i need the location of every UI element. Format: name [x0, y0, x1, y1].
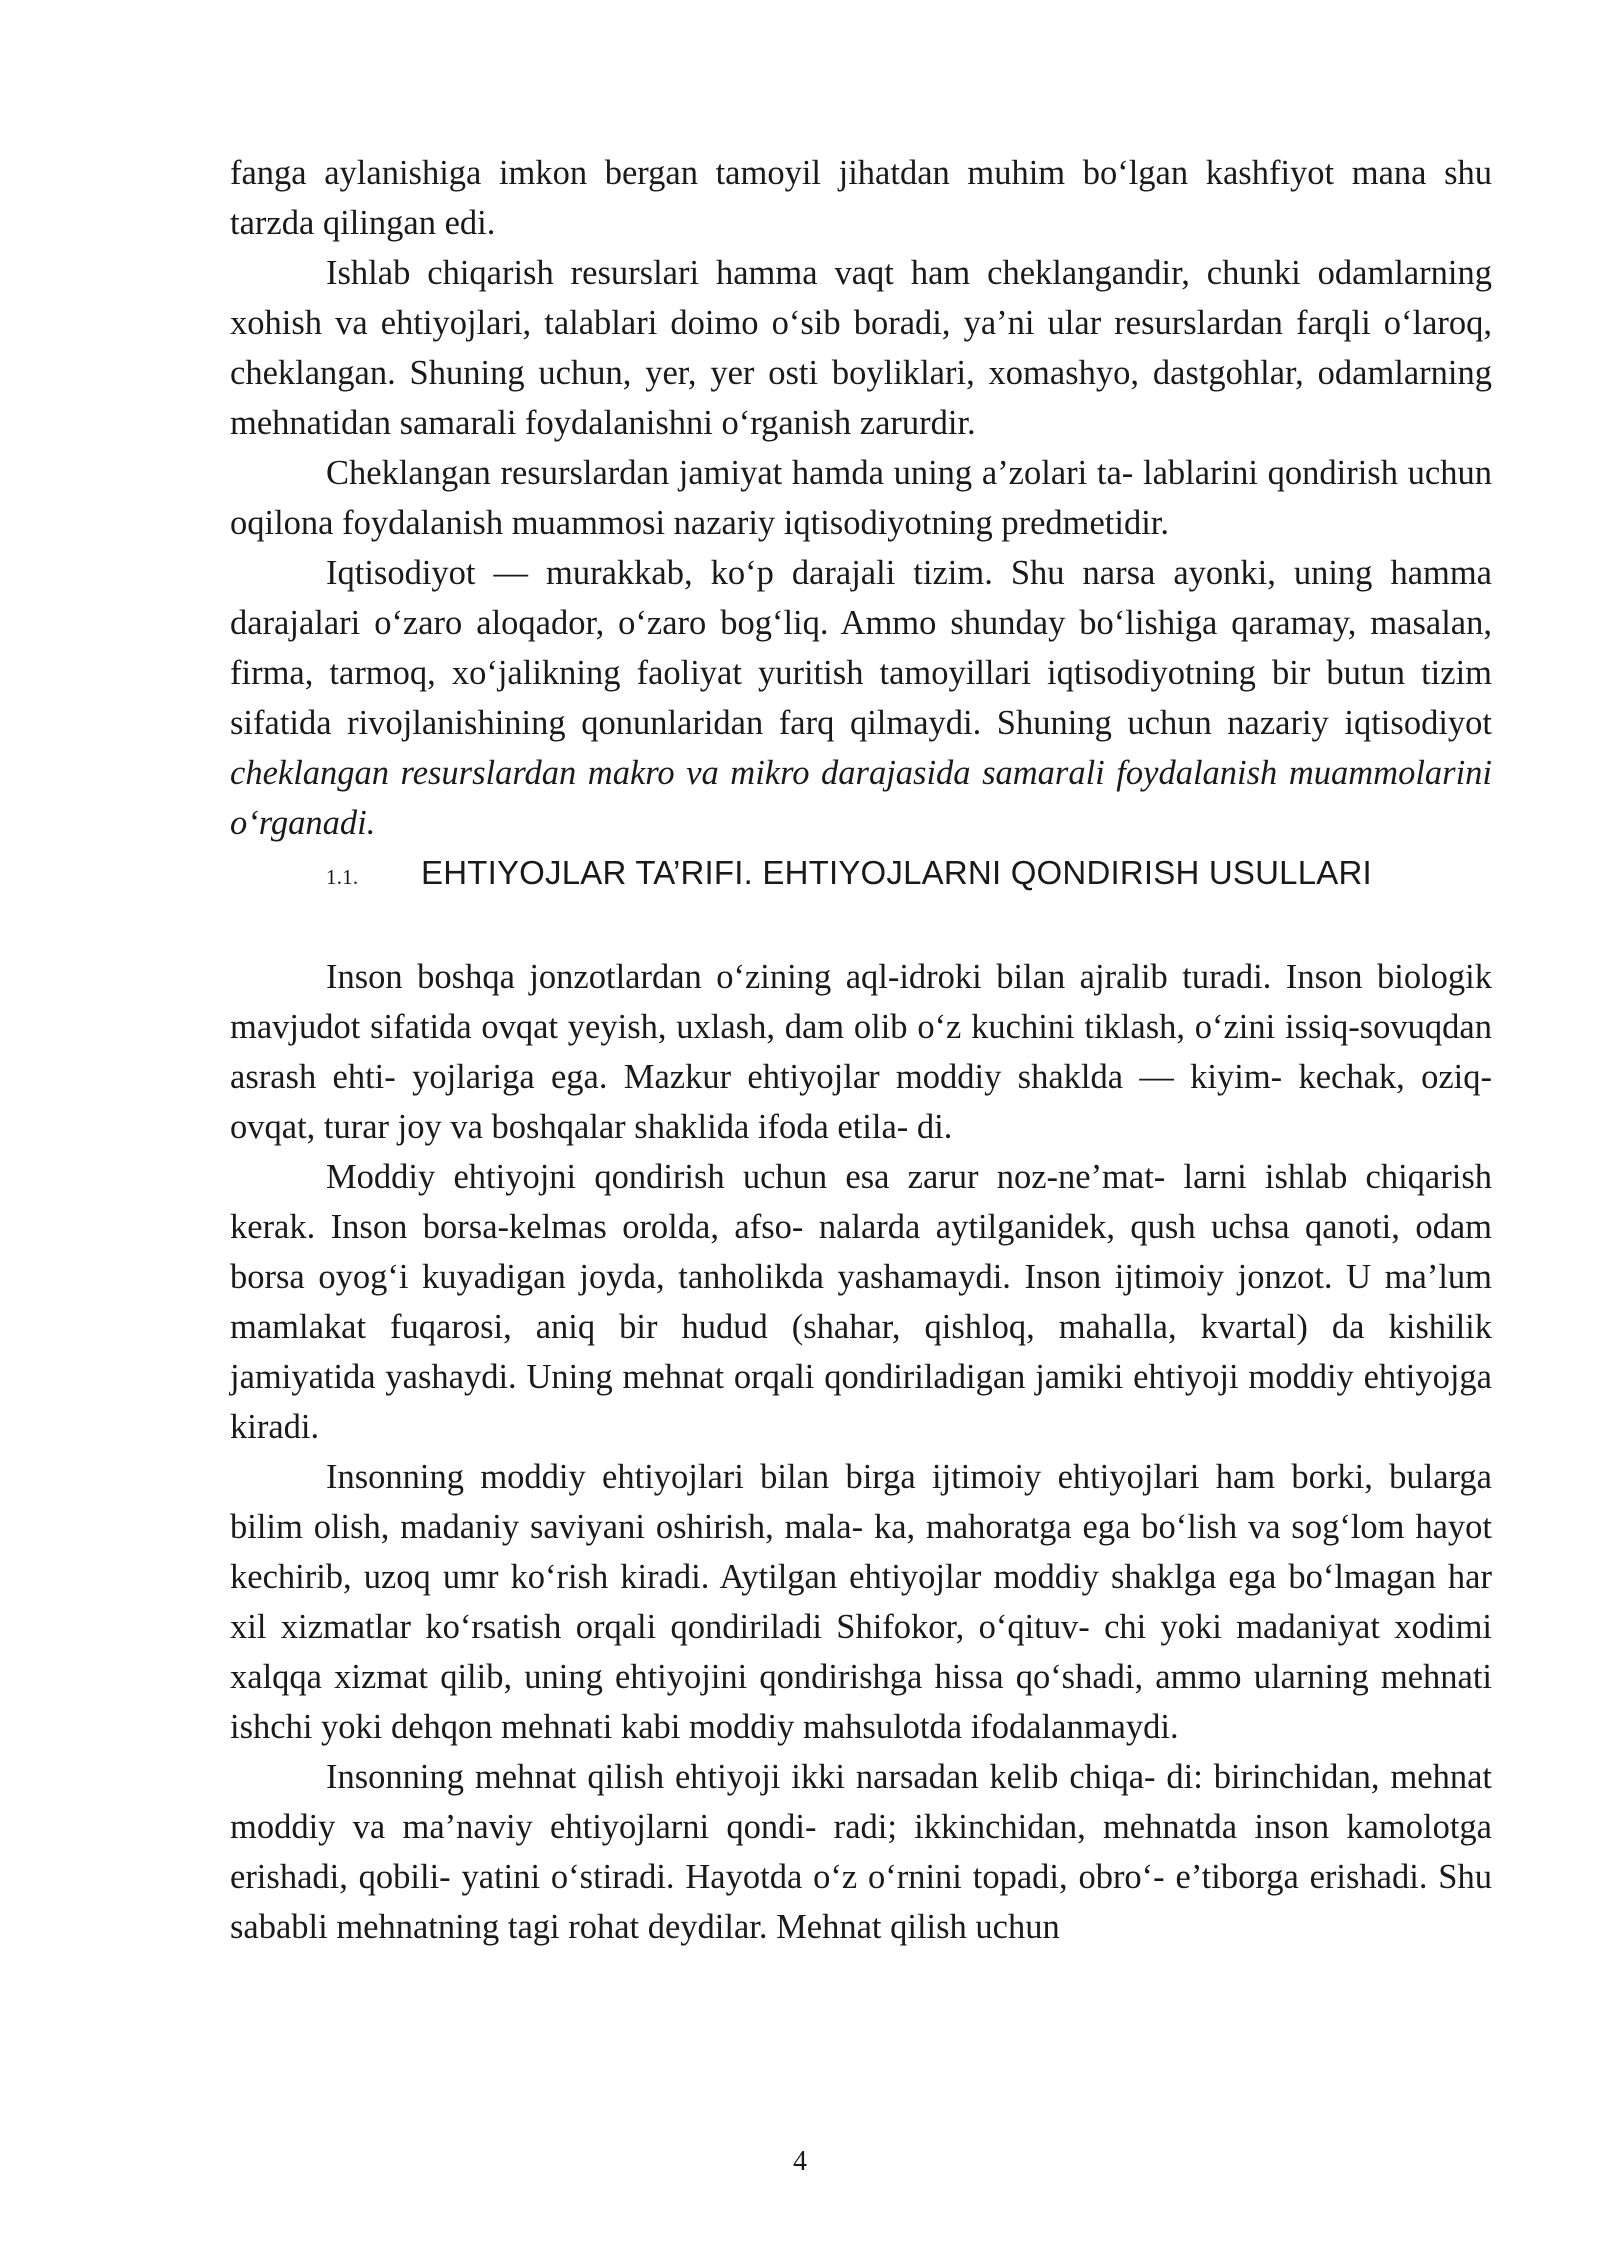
- paragraph-economy-system: [230, 548, 1492, 848]
- section-number: 1.1.: [326, 865, 359, 889]
- paragraph-resources: Ishlab chiqarish resurslari hamma vaqt ham cheklangandir, chunki odamlarning xohish va ehtiyojlari, talablari doimo o‘sib boradi, ya’ni ular resurslardan farqli o‘laroq, cheklangan. Shuning uchun, yer, yer osti boyliklari, xomashyo, dastgohlar, odamlarning mehnatidan samarali foydalanishni o‘rganish zarurdir.: [230, 254, 1492, 442]
- paragraph-human: Inson boshqa jonzotlardan o‘zining aql-idroki bilan ajralib turadi. Inson biologik mavjudot sifatida ovqat yeyish, uxlash, dam olib o‘z kuchini tiklash, o‘zini issiq-sovuqdan asrash ehti- yojlariga ega. Mazkur ehtiyojlar moddiy shaklda — kiyim- kechak, oziq-ovqat, turar joy va boshqalar shaklida ifoda etila- di.: [230, 958, 1492, 1146]
- page-number: 4: [793, 2146, 807, 2177]
- paragraph-material-needs: Moddiy ehtiyojni qondirish uchun esa zarur noz-ne’mat- larni ishlab chiqarish kerak. Inson borsa-kelmas orolda, afso- nalarda aytilganidek, qush uchsa qanoti, odam borsa oyog‘i kuyadigan joyda, tanholikda yashamaydi. Inson ijtimoiy jonzot. U ma’lum mamlakat fuqarosi, aniq bir hudud (shahar, qishloq, mahalla, kvartal) da kishilik jamiyatida yashaydi. Uning mehnat orqali qondiriladigan jamiki ehtiyoji moddiy ehtiyojga kiradi.: [230, 1158, 1492, 1446]
- document-page: [230, 148, 1492, 1952]
- paragraph-labor-need: Insonning mehnat qilish ehtiyoji ikki narsadan kelib chiqa- di: birinchidan, mehnat moddiy va ma’naviy ehtiyojlarni qondi- radi; ikkinchidan, mehnatda inson kamolotga erishadi, qobili- yatini o‘stiradi. Hayotda o‘z o‘rnini topadi, obro‘- e’tiborga erishadi. Shu sababli mehnatning tagi rohat deydilar. Mehnat qilish uchun: [230, 1758, 1492, 1946]
- section-title: EHTIYOJLAR TA’RIFI. EHTIYOJLARNI QONDIRISH USULLARI: [421, 854, 1372, 891]
- paragraph-continuation: fanga aylanishiga imkon bergan tamoyil jihatdan muhim bo‘lgan kashfiyot mana shu tarzda qilingan edi.: [230, 154, 1492, 242]
- section-heading: [230, 848, 1492, 902]
- paragraph-economy-italic: cheklangan resurslardan makro va mikro darajasida samarali foydalanish muammolarini o‘rganadi.: [230, 754, 1492, 842]
- section-spacer: [230, 902, 1492, 952]
- paragraph-economy-text: Iqtisodiyot — murakkab, ko‘p darajali tizim. Shu narsa ayonki, uning hamma darajalari o‘zaro aloqador, o‘zaro bog‘liq. Ammo shunday bo‘lishiga qaramay, masalan, firma, tarmoq, xo‘jalikning faoliyat yuritish tamoyillari iqtisodiyotning bir butun tizim sifatida rivojlanishining qonunlaridan farq qilmaydi. Shuning uchun nazariy iqtisodiyot: [230, 554, 1492, 742]
- paragraph-subject: Cheklangan resurslardan jamiyat hamda uning a’zolari ta- lablarini qondirish uchun oqilona foydalanish muammosi nazariy iqtisodiyotning predmetidir.: [230, 454, 1492, 542]
- paragraph-social-needs: Insonning moddiy ehtiyojlari bilan birga ijtimoiy ehtiyojlari ham borki, bularga bilim olish, madaniy saviyani oshirish, mala- ka, mahoratga ega bo‘lish va sog‘lom hayot kechirib, uzoq umr ko‘rish kiradi. Aytilgan ehtiyojlar moddiy shaklga ega bo‘lmagan har xil xizmatlar ko‘rsatish orqali qondiriladi Shifokor, o‘qituv- chi yoki madaniyat xodimi xalqqa xizmat qilib, uning ehtiyojini qondirishga hissa qo‘shadi, ammo ularning mehnati ishchi yoki dehqon mehnati kabi moddiy mahsulotda ifodalanmaydi.: [230, 1458, 1492, 1746]
